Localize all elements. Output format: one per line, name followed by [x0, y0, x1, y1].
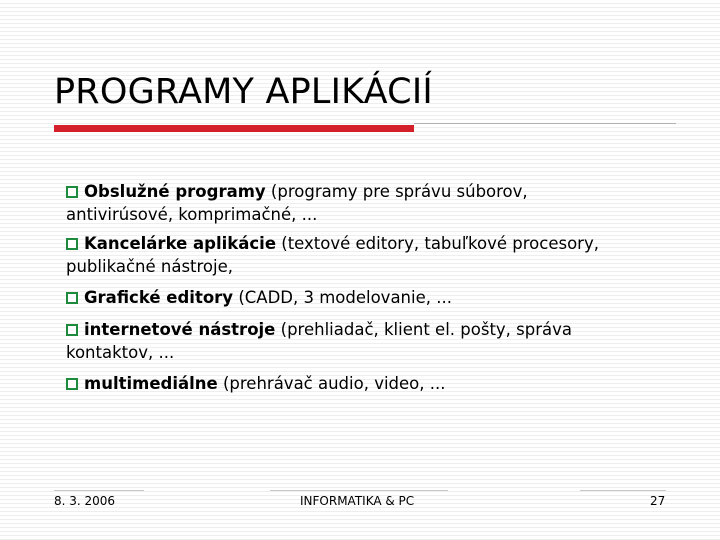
bullet-term: Kancelárke aplikácie	[84, 234, 277, 253]
bullet-term: multimediálne	[84, 374, 218, 393]
bullet-text: (prehliadač, klient el. pošty, správa kontaktov, ...	[66, 320, 573, 362]
bullet-text: (programy pre správu súborov, antivirúsové, komprimačné, ...	[66, 182, 528, 224]
square-bullet-icon	[66, 292, 78, 304]
title-accent-bar	[54, 125, 414, 132]
footer-divider	[270, 490, 448, 491]
footer-title: INFORMATIKA & PC	[300, 494, 415, 508]
square-bullet-icon	[66, 378, 78, 390]
bullet-text: (textové editory, tabuľkové procesory, publikačné nástroje,	[66, 234, 599, 276]
bullet-item	[66, 372, 626, 395]
footer-date: 8. 3. 2006	[54, 494, 116, 508]
title-underline	[414, 123, 676, 124]
slide-title: PROGRAMY APLIKÁCIÍ	[54, 72, 433, 112]
slide-number: 27	[650, 494, 666, 508]
square-bullet-icon	[66, 186, 78, 198]
footer-divider	[54, 490, 144, 491]
bullet-item	[66, 318, 626, 364]
bullet-text: (prehrávač audio, video, ...	[217, 374, 446, 393]
square-bullet-icon	[66, 324, 78, 336]
bullet-term: internetové nástroje	[84, 320, 276, 339]
bullet-term: Obslužné programy	[84, 182, 266, 201]
bullet-term: Grafické editory	[84, 288, 234, 307]
square-bullet-icon	[66, 238, 78, 250]
bullet-text: (CADD, 3 modelovanie, ...	[233, 288, 452, 307]
footer-divider	[580, 490, 666, 491]
bullet-item	[66, 232, 626, 278]
bullet-item	[66, 180, 626, 226]
bullet-item	[66, 286, 626, 309]
